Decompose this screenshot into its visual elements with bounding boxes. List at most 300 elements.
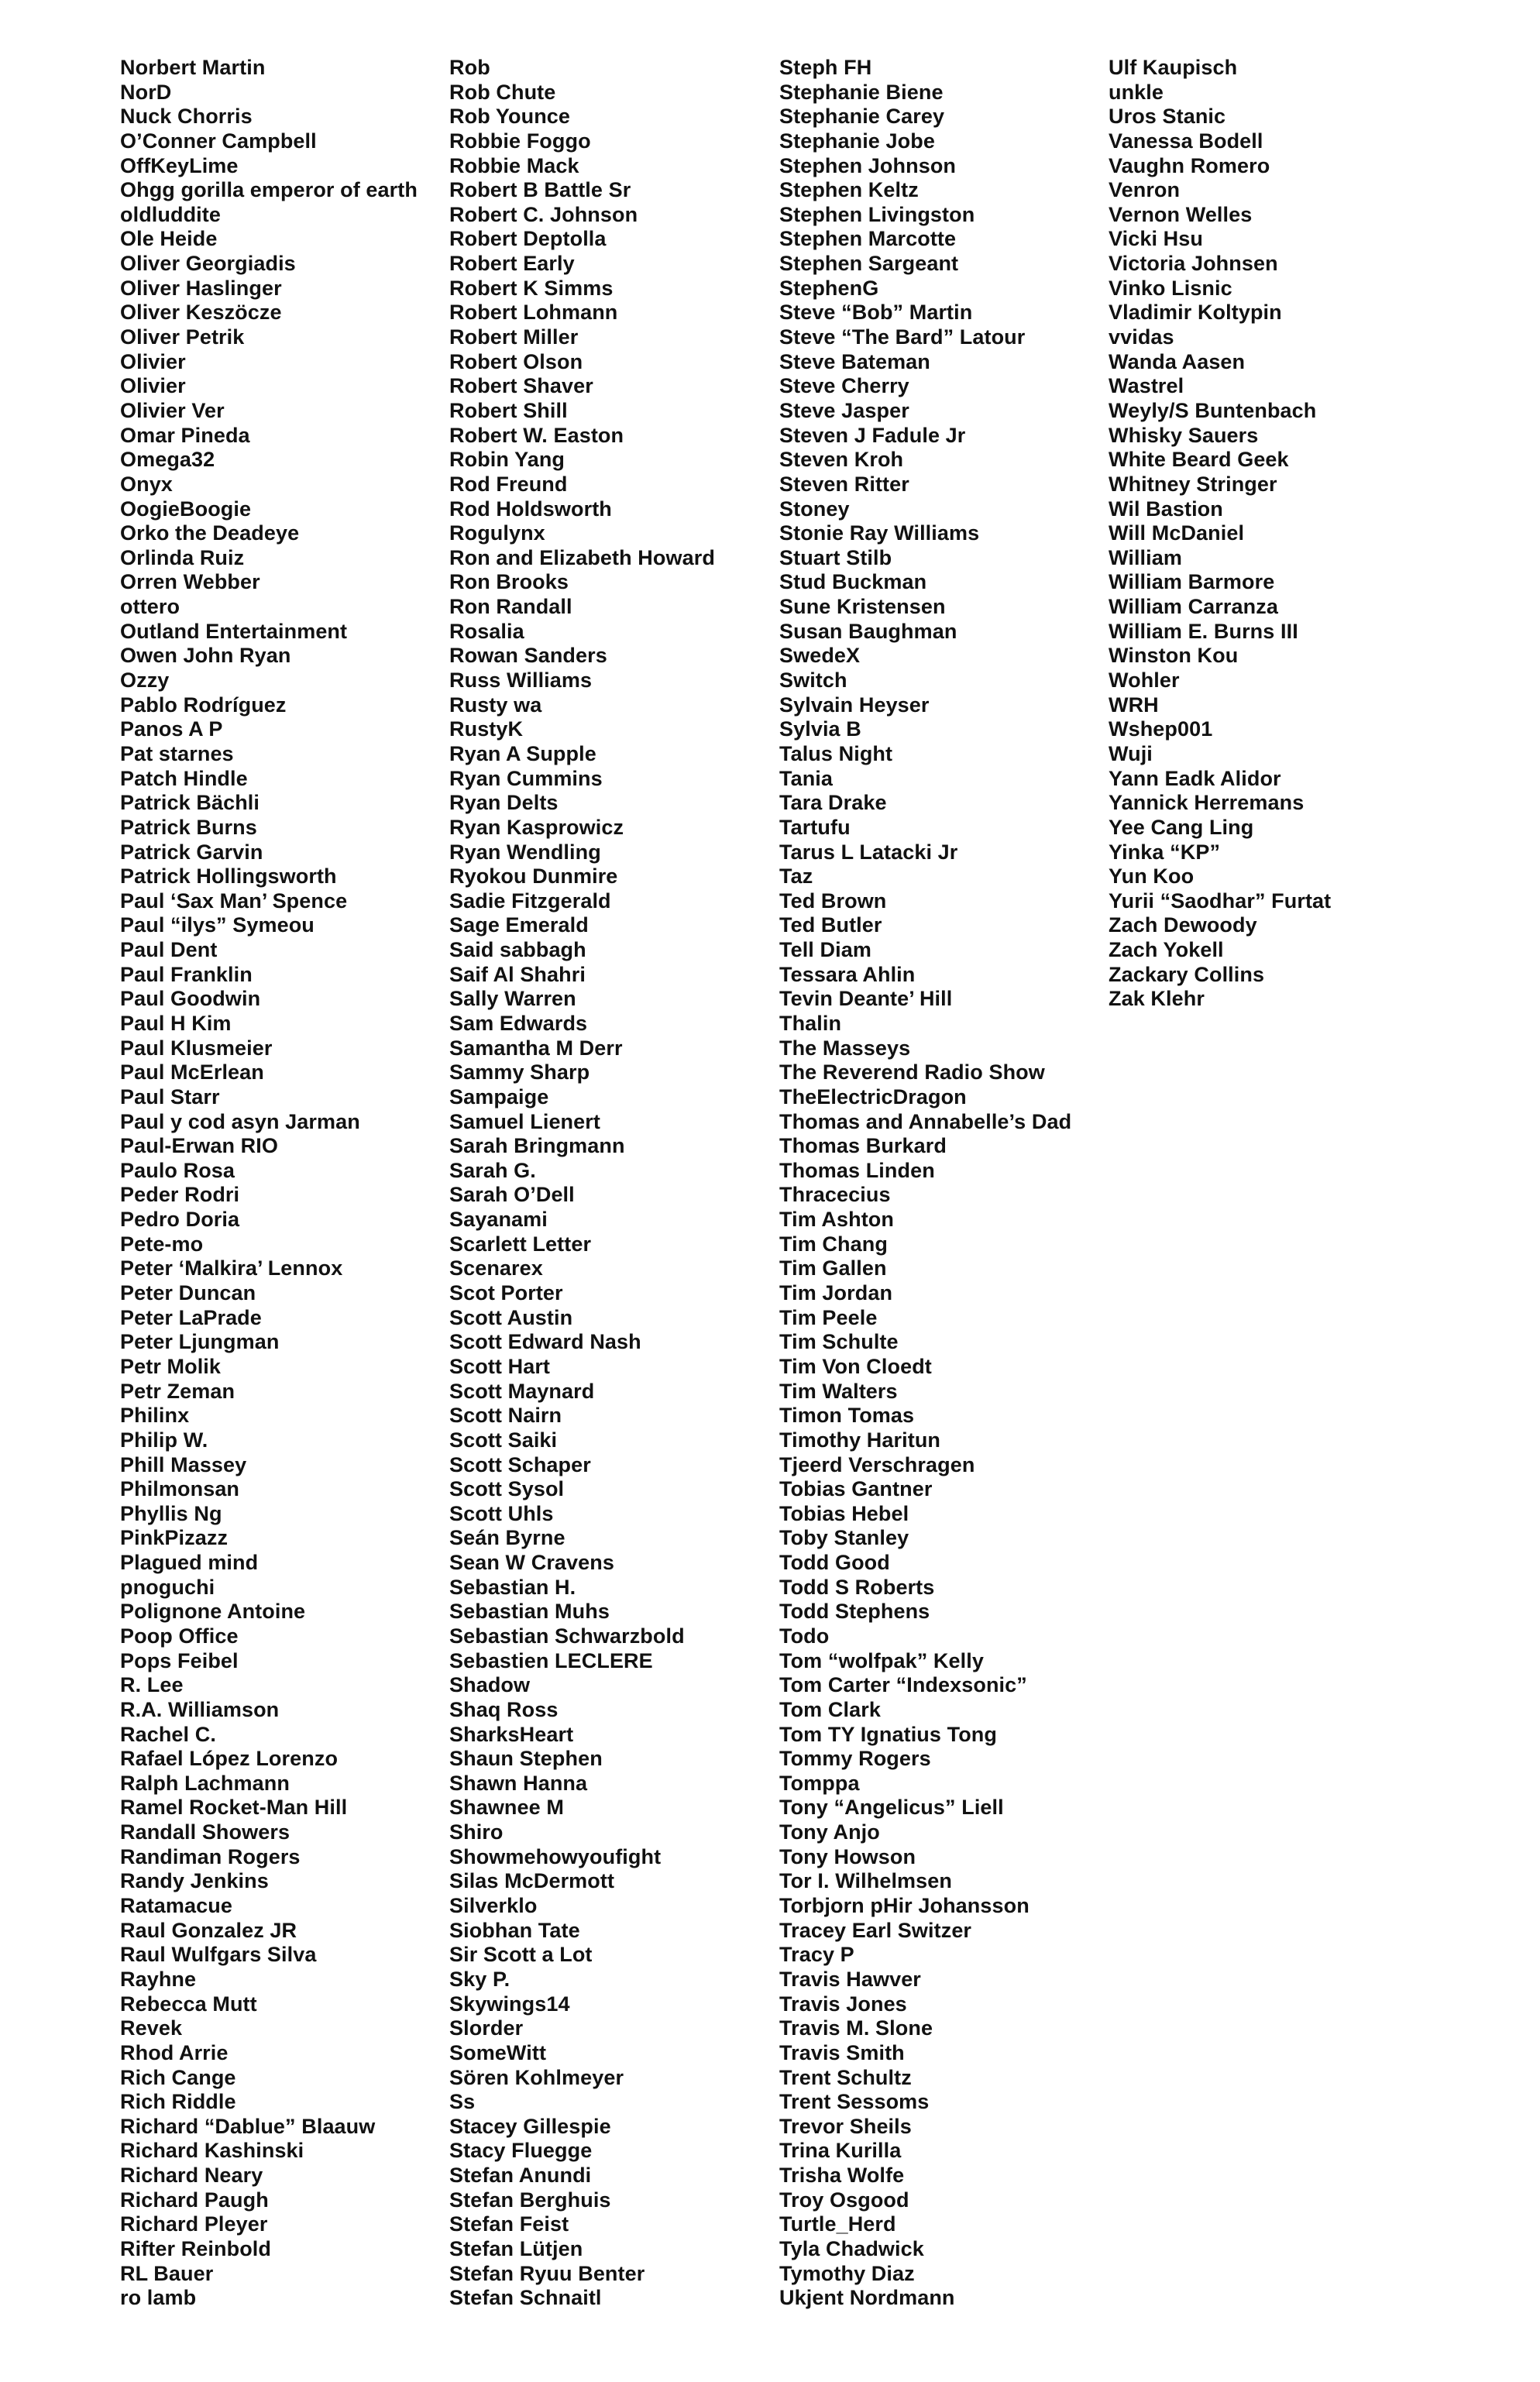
backer-name: Stacey Gillespie (449, 2114, 611, 2138)
backer-name: Randall Showers (120, 1820, 290, 1844)
backer-name: William Carranza (1109, 595, 1278, 619)
backer-name: ottero (120, 595, 180, 619)
backer-name: Tartufu (779, 815, 851, 839)
backer-name: Todd Good (779, 1551, 890, 1575)
backer-name: Sadie Fitzgerald (449, 889, 611, 913)
backer-name: Petr Zeman (120, 1379, 235, 1403)
backer-name: Ratamacue (120, 1894, 232, 1918)
backer-name: Orren Webber (120, 570, 260, 594)
backer-name: Russ Williams (449, 669, 593, 693)
backer-name: Patrick Hollingsworth (120, 864, 337, 889)
backer-name: Paul Dent (120, 938, 218, 962)
backer-name: Wanda Aasen (1109, 349, 1246, 373)
backer-name: Sylvain Heyser (779, 693, 930, 717)
backer-name: Raul Gonzalez JR (120, 1918, 297, 1942)
backer-name: Ryan Kasprowicz (449, 815, 624, 839)
backer-name: unkle (1109, 80, 1164, 104)
backer-name: SwedeX (779, 644, 861, 668)
backer-name: Scott Uhls (449, 1501, 554, 1525)
name-column-3 (779, 56, 1120, 2311)
backer-name: Wohler (1109, 669, 1180, 693)
backer-name: Stephanie Carey (779, 105, 945, 129)
backer-name: Ozzy (120, 669, 170, 693)
backer-name: Ole Heide (120, 227, 218, 251)
backer-name: pnoguchi (120, 1575, 215, 1599)
backer-name: Rhod Arrie (120, 2040, 229, 2064)
backer-name: Ohgg gorilla emperor of earth (120, 178, 418, 202)
backer-name: Tracey Earl Switzer (779, 1918, 972, 1942)
backer-name: Wshep001 (1109, 717, 1213, 741)
backer-name: Trent Sessoms (779, 2090, 930, 2114)
backer-name: Saif Al Shahri (449, 962, 586, 986)
backer-name: Trina Kurilla (779, 2139, 902, 2163)
backer-name: Ron and Elizabeth Howard (449, 545, 715, 569)
backer-name: Stephen Marcotte (779, 227, 957, 251)
backer-name: Yurii “Saodhar” Furtat (1109, 889, 1332, 913)
backer-name: Patch Hindle (120, 766, 248, 790)
backer-name: Tony Anjo (779, 1820, 880, 1844)
backer-name: Ron Brooks (449, 570, 569, 594)
backer-name: Paul ‘Sax Man’ Spence (120, 889, 348, 913)
backer-name: Peter Duncan (120, 1281, 256, 1305)
backer-name: Rob (449, 56, 490, 79)
backer-name: Tobias Hebel (779, 1501, 909, 1525)
backer-name: Tarus L Latacki Jr (779, 840, 958, 864)
backer-name: Stefan Ryuu Benter (449, 2261, 645, 2285)
backer-name: Sampaige (449, 1084, 549, 1109)
backer-name: R.A. Williamson (120, 1697, 280, 1721)
backer-name: Tania (779, 766, 834, 790)
backer-name: Robert Shaver (449, 374, 593, 398)
backer-name: Tobias Gantner (779, 1477, 933, 1501)
backer-name: Sir Scott a Lot (449, 1943, 593, 1967)
backer-name: Siobhan Tate (449, 1918, 580, 1942)
backer-name: Sky P. (449, 1967, 510, 1991)
backer-name: ro lamb (120, 2286, 197, 2310)
backer-name: StephenG (779, 276, 879, 300)
backer-name: Pete-mo (120, 1232, 204, 1256)
backer-name: Tom “wolfpak” Kelly (779, 1648, 984, 1672)
backer-name: Winston Kou (1109, 644, 1239, 668)
backer-name: Orko the Deadeye (120, 521, 300, 545)
backer-name: Weyly/S Buntenbach (1109, 398, 1317, 422)
backer-name: Tony Howson (779, 1844, 916, 1868)
backer-name: Steven Ritter (779, 472, 909, 496)
backer-name: Randy Jenkins (120, 1869, 269, 1893)
backer-name: Ron Randall (449, 595, 572, 619)
backer-name: Travis Smith (779, 2040, 905, 2064)
backer-name: Taz (779, 864, 813, 889)
backer-name: O’Conner Campbell (120, 129, 317, 153)
backer-name: Samantha M Derr (449, 1036, 623, 1060)
backer-name: Paul y cod asyn Jarman (120, 1109, 360, 1133)
backer-name: Vaughn Romero (1109, 153, 1270, 177)
backer-name: Stefan Anundi (449, 2164, 592, 2188)
backer-name: Talus Night (779, 741, 893, 765)
backer-name: OffKeyLime (120, 153, 239, 177)
backer-name: Stephen Keltz (779, 178, 919, 202)
backer-name: Stefan Berghuis (449, 2188, 611, 2212)
backer-name: Tomppa (779, 1771, 860, 1795)
backer-name: Robert B Battle Sr (449, 178, 631, 202)
name-column-1 (120, 56, 461, 2311)
backer-name: Sarah Bringmann (449, 1134, 625, 1158)
backer-name: Thomas and Annabelle’s Dad (779, 1109, 1072, 1133)
backer-name: Phyllis Ng (120, 1501, 222, 1525)
backer-name: Robert Lohmann (449, 301, 618, 325)
backer-name: Steve “The Bard” Latour (779, 325, 1026, 349)
name-column-2 (449, 56, 790, 2311)
backer-name: Stud Buckman (779, 570, 927, 594)
backer-name: Oliver Haslinger (120, 276, 282, 300)
backer-name: Vicki Hsu (1109, 227, 1203, 251)
backer-name: Sarah O’Dell (449, 1183, 575, 1207)
backer-name: Philip W. (120, 1428, 208, 1452)
backer-name: Ted Butler (779, 913, 882, 937)
backer-name: Plagued mind (120, 1551, 259, 1575)
backer-name: Sayanami (449, 1208, 548, 1232)
backer-name: Tevin Deante’ Hill (779, 987, 953, 1011)
backer-name: Vinko Lisnic (1109, 276, 1232, 300)
backer-name: Sean W Cravens (449, 1551, 614, 1575)
backer-name: Pops Feibel (120, 1648, 239, 1672)
backer-name: Paulo Rosa (120, 1158, 235, 1182)
backer-name: Wil Bastion (1109, 497, 1223, 521)
backer-name: Timon Tomas (779, 1404, 915, 1428)
backer-name: Tara Drake (779, 791, 887, 815)
backer-name: Scott Austin (449, 1305, 573, 1329)
backer-name: Richard Neary (120, 2164, 263, 2188)
backer-name: Steven Kroh (779, 448, 904, 472)
backer-name: Whisky Sauers (1109, 423, 1259, 447)
backer-name: Olivier Ver (120, 398, 225, 422)
backer-name: Scarlett Letter (449, 1232, 592, 1256)
backer-name: Oliver Keszöcze (120, 301, 282, 325)
backer-name: Ryokou Dunmire (449, 864, 618, 889)
backer-name: Sarah G. (449, 1158, 536, 1182)
backer-name: Tom Carter “Indexsonic” (779, 1673, 1027, 1697)
backer-name: William E. Burns III (1109, 619, 1298, 643)
backer-name: Yinka “KP” (1109, 840, 1221, 864)
backer-name: Richard “Dablue” Blaauw (120, 2114, 376, 2138)
backer-name: Samuel Lienert (449, 1109, 600, 1133)
backer-name: Robert C. Johnson (449, 202, 638, 226)
backer-name: Rayhne (120, 1967, 197, 1991)
backer-name: Rod Freund (449, 472, 568, 496)
backer-name: Steven J Fadule Jr (779, 423, 966, 447)
backer-name: Polignone Antoine (120, 1600, 306, 1624)
backer-name: Tyla Chadwick (779, 2237, 924, 2261)
backer-name: Zackary Collins (1109, 962, 1265, 986)
backer-name: Paul Starr (120, 1084, 220, 1109)
backer-name: Paul-Erwan RIO (120, 1134, 278, 1158)
backer-name: Steve Cherry (779, 374, 909, 398)
backer-name: Patrick Garvin (120, 840, 263, 864)
backer-name: Sebastian Schwarzbold (449, 1624, 685, 1648)
backer-name: Norbert Martin (120, 56, 266, 79)
backer-name: Scott Schaper (449, 1452, 591, 1476)
backer-name: Stefan Lütjen (449, 2237, 583, 2261)
backer-name: Scot Porter (449, 1281, 563, 1305)
backer-name: Tymothy Diaz (779, 2261, 915, 2285)
backer-name: Stonie Ray Williams (779, 521, 980, 545)
backer-name: Pablo Rodríguez (120, 693, 287, 717)
backer-name: Rebecca Mutt (120, 1992, 257, 2016)
backer-name: Sage Emerald (449, 913, 589, 937)
backer-name: Stephanie Biene (779, 80, 944, 104)
backer-name: Stefan Feist (449, 2212, 569, 2236)
backer-name: Rifter Reinbold (120, 2237, 271, 2261)
backer-name: Rob Chute (449, 80, 556, 104)
backer-name: Ukjent Nordmann (779, 2286, 955, 2310)
backer-name: Tim Peele (779, 1305, 878, 1329)
backer-name: Shaq Ross (449, 1697, 559, 1721)
backer-name: Rogulynx (449, 521, 545, 545)
backer-name: Venron (1109, 178, 1181, 202)
backer-name: Robert Deptolla (449, 227, 607, 251)
backer-name: Sören Kohlmeyer (449, 2065, 624, 2089)
backer-name: Shiro (449, 1820, 504, 1844)
backer-name: Rowan Sanders (449, 644, 607, 668)
backer-name: Wuji (1109, 741, 1153, 765)
backer-name: Ralph Lachmann (120, 1771, 290, 1795)
backer-name: Petr Molik (120, 1354, 222, 1378)
backer-name: Turtle_Herd (779, 2212, 896, 2236)
backer-name: Ulf Kaupisch (1109, 56, 1238, 79)
backer-name: Robert Miller (449, 325, 579, 349)
backer-name: vvidas (1109, 325, 1174, 349)
backer-name: Scott Nairn (449, 1404, 562, 1428)
backer-name: WRH (1109, 693, 1159, 717)
backer-name: Travis Jones (779, 1992, 907, 2016)
backer-name: Robert Olson (449, 349, 583, 373)
backer-name: Sebastian Muhs (449, 1600, 610, 1624)
backer-name: Randiman Rogers (120, 1844, 301, 1868)
backer-name: Oliver Georgiadis (120, 252, 296, 276)
backer-name: Revek (120, 2016, 183, 2040)
backer-name: Philmonsan (120, 1477, 240, 1501)
backer-name: Rod Holdsworth (449, 497, 612, 521)
backer-name: SharksHeart (449, 1722, 574, 1746)
backer-name: Steve Bateman (779, 349, 930, 373)
backer-name: Ryan A Supple (449, 741, 596, 765)
backer-name: Robin Yang (449, 448, 565, 472)
backer-name: Tessara Ahlin (779, 962, 916, 986)
backer-name: Tommy Rogers (779, 1747, 931, 1771)
backer-name: Will McDaniel (1109, 521, 1245, 545)
backer-name: Tim Schulte (779, 1330, 899, 1354)
backer-name: Phill Massey (120, 1452, 247, 1476)
backer-name: Seán Byrne (449, 1526, 565, 1550)
backer-name: Travis Hawver (779, 1967, 921, 1991)
backer-name: Robbie Mack (449, 153, 579, 177)
backer-name: William (1109, 545, 1182, 569)
backer-name: Owen John Ryan (120, 644, 291, 668)
backer-name: R. Lee (120, 1673, 184, 1697)
backer-name: Scott Saiki (449, 1428, 558, 1452)
backer-name: Toby Stanley (779, 1526, 909, 1550)
backer-name: Pedro Doria (120, 1208, 240, 1232)
backer-name: Tim Chang (779, 1232, 888, 1256)
backer-name: Richard Kashinski (120, 2139, 304, 2163)
backer-name: Todd Stephens (779, 1600, 930, 1624)
backer-name: Paul Klusmeier (120, 1036, 273, 1060)
backer-name: Yann Eadk Alidor (1109, 766, 1281, 790)
backer-name: Scott Edward Nash (449, 1330, 641, 1354)
backer-name: Ss (449, 2090, 476, 2114)
backer-name: Sam Edwards (449, 1011, 588, 1035)
backer-name: Rich Riddle (120, 2090, 236, 2114)
backer-name: Richard Paugh (120, 2188, 269, 2212)
backer-name: Steph FH (779, 56, 872, 79)
backer-name: Raul Wulfgars Silva (120, 1943, 317, 1967)
backer-name: Trevor Sheils (779, 2114, 912, 2138)
backer-name: Ryan Delts (449, 791, 559, 815)
backer-name: Shawn Hanna (449, 1771, 588, 1795)
backer-name: Tom TY Ignatius Tong (779, 1722, 997, 1746)
backer-name: Sebastian H. (449, 1575, 576, 1599)
backer-name: Stoney (779, 497, 850, 521)
backer-name: Stefan Schnaitl (449, 2286, 602, 2310)
backer-name: Todd S Roberts (779, 1575, 935, 1599)
backer-name: Tor I. Wilhelmsen (779, 1869, 952, 1893)
backer-name: Thomas Linden (779, 1158, 935, 1182)
backer-name: Susan Baughman (779, 619, 957, 643)
backer-name: Tony “Angelicus” Liell (779, 1796, 1004, 1820)
backer-name: Patrick Bächli (120, 791, 260, 815)
backer-name: Yee Cang Ling (1109, 815, 1254, 839)
backer-name: Shaun Stephen (449, 1747, 603, 1771)
backer-name: Peter Ljungman (120, 1330, 280, 1354)
backer-name: Rosalia (449, 619, 524, 643)
backer-name: White Beard Geek (1109, 448, 1289, 472)
backer-name: Scott Sysol (449, 1477, 565, 1501)
backer-name: Scott Hart (449, 1354, 551, 1378)
backer-name: Nuck Chorris (120, 105, 253, 129)
backer-name: Ted Brown (779, 889, 887, 913)
backer-name: Ryan Cummins (449, 766, 603, 790)
backer-name: Stuart Stilb (779, 545, 892, 569)
backer-name: Philinx (120, 1404, 190, 1428)
backer-name: Poop Office (120, 1624, 239, 1648)
backer-name: Sebastien LECLERE (449, 1648, 653, 1672)
backer-name: Patrick Burns (120, 815, 257, 839)
backer-name: Stacy Fluegge (449, 2139, 593, 2163)
backer-name: Vanessa Bodell (1109, 129, 1263, 153)
backer-name: Peder Rodri (120, 1183, 240, 1207)
backer-name: Rob Younce (449, 105, 571, 129)
backer-name: Stephanie Jobe (779, 129, 935, 153)
backer-name: Yun Koo (1109, 864, 1195, 889)
backer-name: Tim Von Cloedt (779, 1354, 932, 1378)
backer-name: Todo (779, 1624, 830, 1648)
backer-name: Paul Goodwin (120, 987, 261, 1011)
backer-name: Tell Diam (779, 938, 871, 962)
backer-name: Orlinda Ruiz (120, 545, 245, 569)
backer-name: Showmehowyoufight (449, 1844, 662, 1868)
backer-name: OogieBoogie (120, 497, 252, 521)
backer-name: Omega32 (120, 448, 215, 472)
backer-name: NorD (120, 80, 172, 104)
backer-name: TheElectricDragon (779, 1084, 967, 1109)
backer-name: Richard Pleyer (120, 2212, 268, 2236)
backer-name: RL Bauer (120, 2261, 214, 2285)
backer-name: RustyK (449, 717, 524, 741)
backer-name: Peter LaPrade (120, 1305, 262, 1329)
backer-name: Rich Cange (120, 2065, 236, 2089)
backer-name: The Masseys (779, 1036, 911, 1060)
backer-name: Tjeerd Verschragen (779, 1452, 975, 1476)
backer-name: Pat starnes (120, 741, 234, 765)
backer-name: Ryan Wendling (449, 840, 601, 864)
backer-name: Robert Early (449, 252, 575, 276)
backer-name: Outland Entertainment (120, 619, 348, 643)
backer-name: Paul “ilys” Symeou (120, 913, 315, 937)
backer-name: Zach Dewoody (1109, 913, 1257, 937)
backer-name: Zach Yokell (1109, 938, 1224, 962)
backer-name: Trent Schultz (779, 2065, 912, 2089)
backer-name: Timothy Haritun (779, 1428, 941, 1452)
backer-name: oldluddite (120, 202, 221, 226)
backer-name: Yannick Herremans (1109, 791, 1305, 815)
backer-name: Paul H Kim (120, 1011, 232, 1035)
backer-name: Stephen Livingston (779, 202, 975, 226)
backer-name: Silas McDermott (449, 1869, 615, 1893)
backer-name: Scott Maynard (449, 1379, 595, 1403)
backer-name: Tracy P (779, 1943, 854, 1967)
backer-name: Omar Pineda (120, 423, 250, 447)
backer-name: Tom Clark (779, 1697, 881, 1721)
backer-name: SomeWitt (449, 2040, 547, 2064)
backer-name: Paul Franklin (120, 962, 253, 986)
backer-name: Troy Osgood (779, 2188, 909, 2212)
backer-name: Uros Stanic (1109, 105, 1226, 129)
backer-name: Thalin (779, 1011, 842, 1035)
backer-name: William Barmore (1109, 570, 1275, 594)
backer-name: Olivier (120, 374, 186, 398)
backer-name: Stephen Johnson (779, 153, 957, 177)
backer-name: Ramel Rocket-Man Hill (120, 1796, 348, 1820)
backer-name: Panos A P (120, 717, 223, 741)
backer-name: PinkPizazz (120, 1526, 229, 1550)
backer-name: Scenarex (449, 1256, 543, 1280)
backer-name: Travis M. Slone (779, 2016, 933, 2040)
name-column-4 (1109, 56, 1449, 1012)
backer-name: Stephen Sargeant (779, 252, 959, 276)
backer-name: Steve Jasper (779, 398, 909, 422)
backer-name: Torbjorn pHir Johansson (779, 1894, 1030, 1918)
backer-name: Rachel C. (120, 1722, 216, 1746)
backer-name: Onyx (120, 472, 173, 496)
backer-name: Sally Warren (449, 987, 576, 1011)
backer-name: Zak Klehr (1109, 987, 1205, 1011)
backer-name: Wastrel (1109, 374, 1184, 398)
backer-name: Vladimir Koltypin (1109, 301, 1282, 325)
backer-name: Silverklo (449, 1894, 538, 1918)
backer-name: Steve “Bob” Martin (779, 301, 973, 325)
backer-name: Vernon Welles (1109, 202, 1253, 226)
backer-name: Thomas Burkard (779, 1134, 947, 1158)
backer-name: Paul McErlean (120, 1060, 264, 1084)
backer-name: Robert K Simms (449, 276, 614, 300)
backer-name: Victoria Johnsen (1109, 252, 1278, 276)
backer-name: Skywings14 (449, 1992, 570, 2016)
backer-name: Sylvia B (779, 717, 861, 741)
backer-name: Shawnee M (449, 1796, 564, 1820)
backer-name: Tim Gallen (779, 1256, 887, 1280)
backer-name: Olivier (120, 349, 186, 373)
backer-name: Slorder (449, 2016, 524, 2040)
